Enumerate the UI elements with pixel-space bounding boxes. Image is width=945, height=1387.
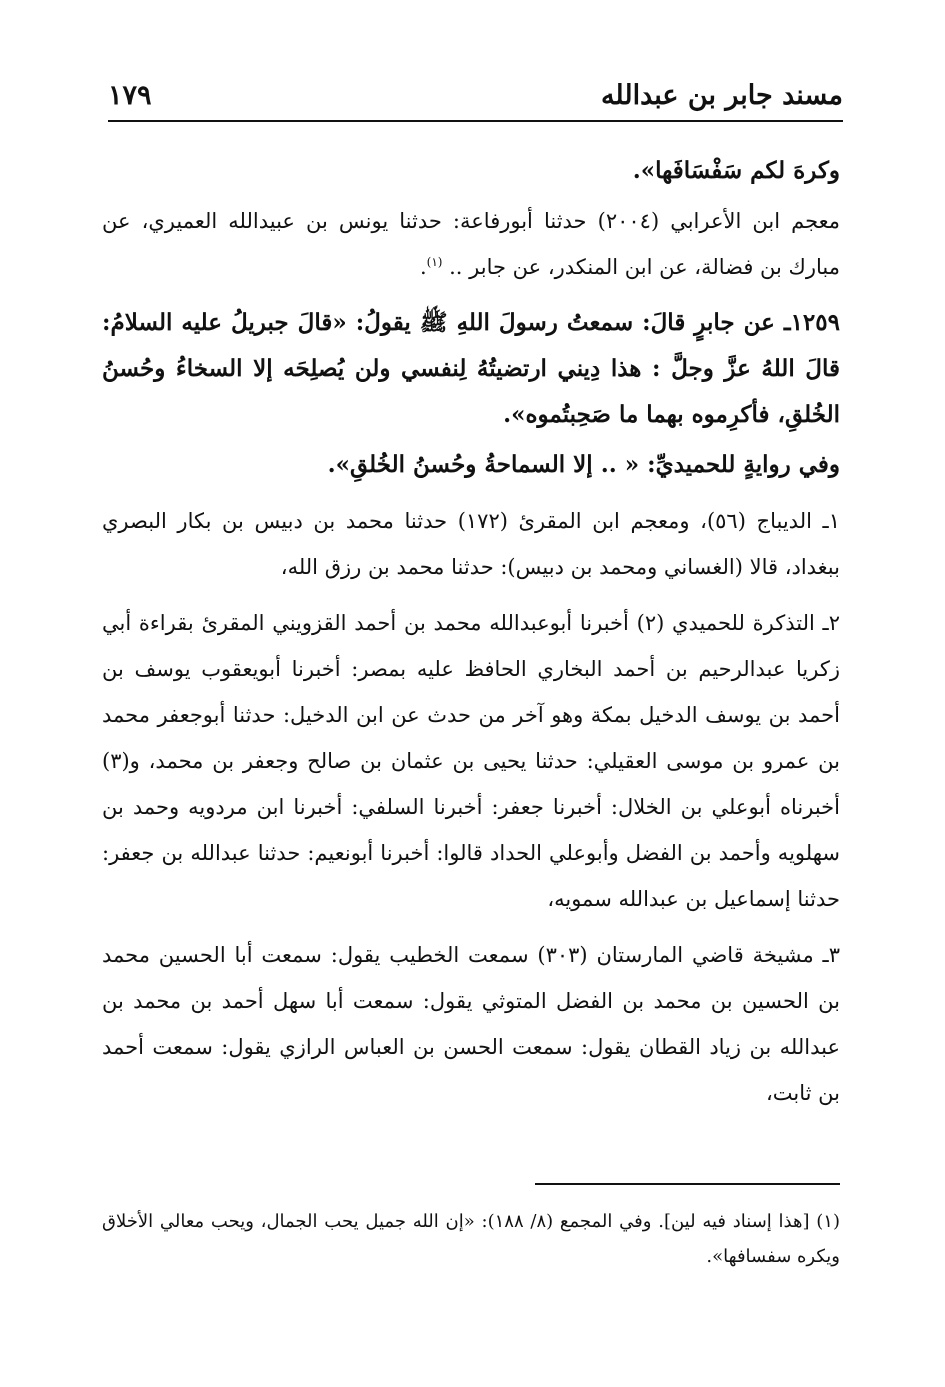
footnote-reference: (١) [426, 255, 443, 269]
humaidi-variant: وفي روايةٍ للحميديِّ: « .. إلا السماحةُ وحُسنُ الخُلقِ». [327, 451, 840, 478]
page-number: ١٧٩ [108, 80, 152, 111]
footnote-separator [535, 1183, 840, 1185]
source-paragraph [102, 198, 840, 290]
main-text [102, 148, 840, 1116]
takhrij-2: ٢ـ التذكرة للحميدي (٢) أخبرنا أبوعبدالله محمد بن أحمد القزويني المقرئ بقراءة أبي زكريا عبدالرحيم بن أحمد البخاري الحافظ عليه بمصر: أخبرنا أبويعقوب يوسف بن أحمد بن يوسف الدخيل بمكة وهو آخر من حدث عن ابن الدخيل: حدثنا أبوجعفر محمد بن عمرو بن موسى العقيلي: حدثنا يحيى بن عثمان بن صالح وجعفر بن محمد، و(٣) أخبرناه أبوعلي بن الخلال: أخبرنا جعفر: أخبرنا السلفي: أخبرنا ابن مردويه وحمد بن سهلويه وأحمد بن الفضل وأبوعلي الحداد قالوا: أخبرنا أبونعيم: حدثنا عبدالله بن جعفر: حدثنا إسماعيل بن عبدالله سمويه، [102, 611, 840, 911]
takhrij-3: ٣ـ مشيخة قاضي المارستان (٣٠٣) سمعت الخطيب يقول: سمعت أبا الحسين محمد بن الحسين بن محمد بن الفضل المتوثي يقول: سمعت أبا سهل أحمد بن محمد بن عبدالله بن زياد القطان يقول: سمعت الحسن بن العباس الرازي يقول: سمعت أحمد بن ثابت، [102, 943, 840, 1105]
hadith-1259: ١٢٥٩ـ عن جابرٍ قالَ: سمعتُ رسولَ اللهِ ﷺ يقولُ: «قالَ جبريلُ عليه السلامُ: قالَ اللهُ عزَّ وجلَّ : هذا دِيني ارتضيتُهُ لِنفسي ولن يُصلِحَه إلا السخاءُ وحُسنُ الخُلقِ، فأكرِموه بهما ما صَحِبتُموه». [102, 309, 840, 428]
footnotes [102, 1204, 840, 1274]
hadith-continuation: وكرهَ لكم سَفْسَافَها». [632, 157, 840, 184]
source-text-end: . [419, 255, 427, 279]
header-rule [108, 120, 843, 122]
footnote-1: (١) [هذا إسناد فيه لين]. وفي المجمع (٨/ ١٨٨): «إن الله جميل يحب الجمال، ويحب معالي الأخلاق ويكره سفسافها». [102, 1211, 840, 1267]
source-text: معجم ابن الأعرابي (٢٠٠٤) حدثنا أبورفاعة: حدثنا يونس بن عبيدالله العميري، عن مبارك بن فضالة، عن ابن المنكدر، عن جابر .. [102, 209, 841, 279]
page-header [108, 76, 843, 122]
running-title: مسند جابر بن عبدالله [600, 80, 843, 111]
takhrij-1: ١ـ الديباج (٥٦)، ومعجم ابن المقرئ (١٧٢) حدثنا محمد بن دبيس بن بكار البصري ببغداد، قالا (الغساني ومحمد بن دبيس): حدثنا محمد بن رزق الله، [102, 509, 840, 579]
